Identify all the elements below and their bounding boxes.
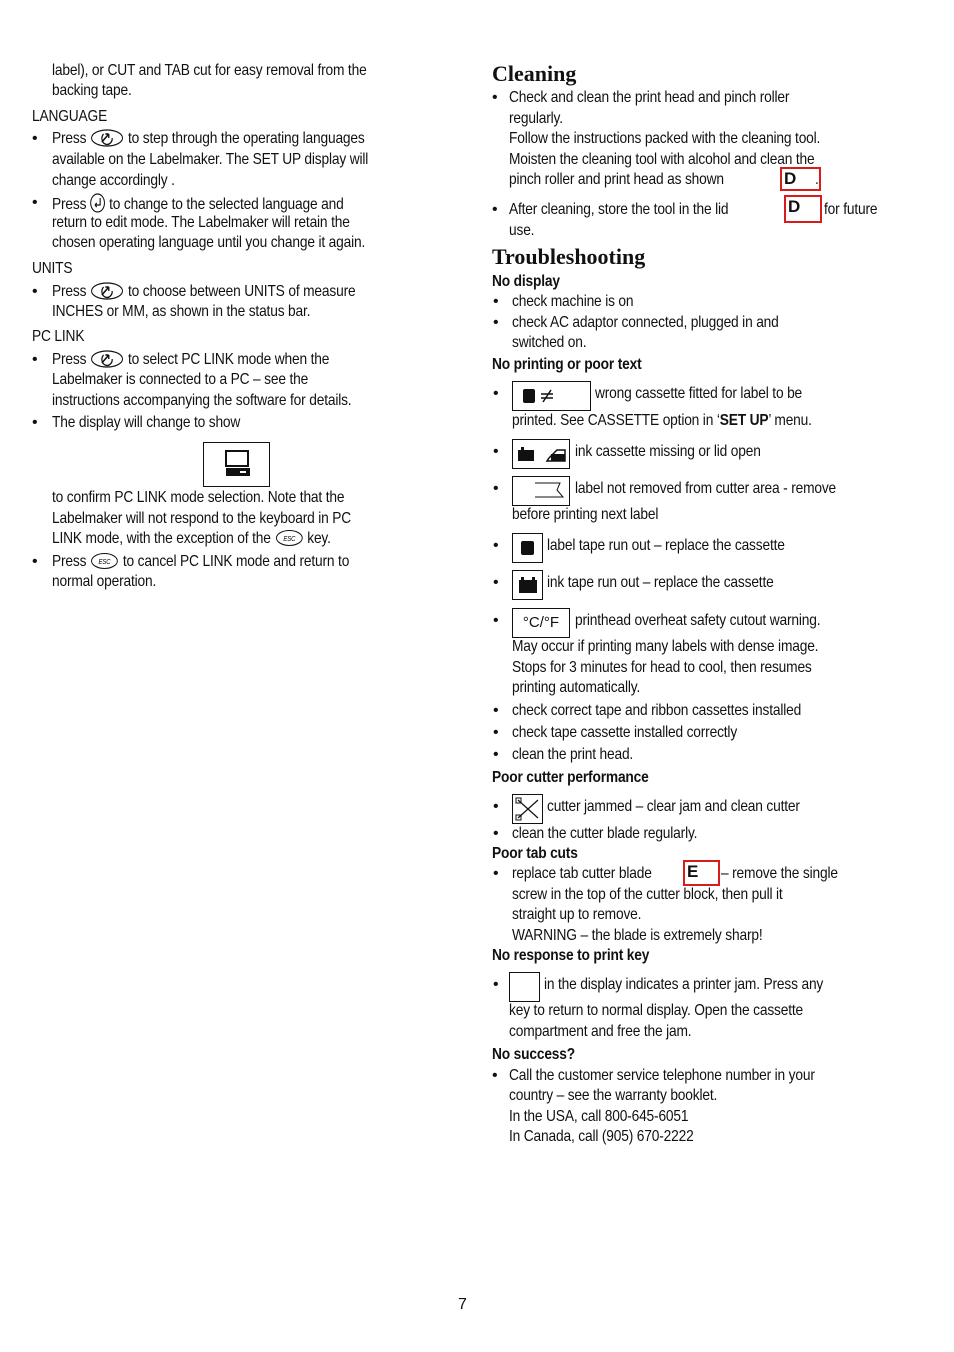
units-heading: UNITS [32, 260, 73, 277]
bullet: • [32, 283, 38, 300]
troubleshooting-heading: Troubleshooting [492, 244, 646, 269]
text-line: wrong cassette fitted for label to be [595, 385, 803, 402]
text-line: check correct tape and ribbon cassettes installed [512, 702, 802, 719]
label-not-removed-icon [512, 476, 570, 506]
text-line: LINK mode, with the exception of the ESC key. [52, 530, 331, 547]
text-line: label not removed from cutter area - remove [575, 480, 837, 497]
text-line: May occur if printing many labels with dense image. [512, 638, 819, 655]
text-line: switched on. [512, 334, 587, 351]
language-bullet-2: Press to change to the selected language and [52, 193, 344, 215]
text-line: pinch roller and print head as shown [509, 171, 724, 188]
cleaning-heading: Cleaning [492, 61, 577, 86]
text-line: cutter jammed – clear jam and clean cutter [547, 798, 800, 815]
bullet: • [493, 293, 499, 310]
temperature-warning-icon: °C/°F [512, 608, 570, 638]
text-line: in the display indicates a printer jam. Press any [544, 976, 824, 993]
bullet: • [493, 574, 499, 591]
arrow-key-icon [90, 282, 124, 300]
subheading: No display [492, 273, 560, 290]
text-line: check AC adaptor connected, plugged in and [512, 314, 779, 331]
esc-key-label: ESC [98, 558, 111, 567]
pclink-bullet-1: Press to select PC LINK mode when the [52, 351, 330, 368]
bullet: • [493, 537, 499, 554]
text-line: . [815, 171, 819, 188]
text-line: change accordingly . [52, 172, 175, 189]
text-line: – remove the single [721, 865, 838, 882]
bullet: • [493, 385, 499, 402]
bullet: • [493, 314, 499, 331]
bullet: • [493, 612, 499, 629]
text-line: ink tape run out – replace the cassette [547, 574, 774, 591]
text-line: Follow the instructions packed with the cleaning tool. [509, 130, 821, 147]
text-line: clean the print head. [512, 746, 634, 763]
intro-line: backing tape. [52, 82, 132, 99]
intro-line: label), or CUT and TAB cut for easy removal from the [52, 62, 367, 79]
esc-key-label: ESC [283, 535, 295, 544]
subheading: Poor cutter performance [492, 769, 649, 786]
text-line: screw in the top of the cutter block, then pull it [512, 886, 783, 903]
arrow-key-icon [90, 350, 124, 368]
text-line: before printing next label [512, 506, 659, 523]
pclink-bullet-3: Press ESC to cancel PC LINK mode and return to [52, 553, 350, 570]
units-bullet-1: Press to choose between UNITS of measure [52, 283, 356, 300]
ink-tape-out-icon [512, 570, 543, 600]
subheading: No printing or poor text [492, 356, 642, 373]
text-line: replace tab cutter blade [512, 865, 652, 882]
text-line: Call the customer service telephone number in your [509, 1067, 815, 1084]
text-line: Check and clean the print head and pinch roller [509, 89, 790, 106]
scissors-icon [512, 794, 543, 824]
pc-link-display-box [203, 442, 270, 487]
text-line: INCHES or MM, as shown in the status bar. [52, 303, 311, 320]
esc-key-icon [90, 552, 119, 570]
bullet: • [492, 1067, 498, 1084]
text-line: for future [824, 201, 878, 218]
text-line: to confirm PC LINK mode selection. Note that the [52, 489, 345, 506]
text-line: compartment and free the jam. [509, 1023, 692, 1040]
phone-usa: In the USA, call 800-645-6051 [509, 1108, 689, 1125]
pclink-heading: PC LINK [32, 328, 85, 345]
bullet: • [493, 798, 499, 815]
warning-text: WARNING – the blade is extremely sharp! [512, 927, 763, 944]
text-line: instructions accompanying the software for details. [52, 392, 352, 409]
text-line: Labelmaker is connected to a PC – see the [52, 371, 309, 388]
text-line: key to return to normal display. Open the cassette [509, 1002, 804, 1019]
text-line: regularly. [509, 110, 563, 127]
bullet: • [32, 194, 38, 211]
text-line: normal operation. [52, 573, 157, 590]
text-line: check machine is on [512, 293, 634, 310]
bullet: • [32, 553, 38, 570]
bullet: • [492, 89, 498, 106]
text-line: check tape cassette installed correctly [512, 724, 738, 741]
subheading: No response to print key [492, 947, 650, 964]
text-line: ink cassette missing or lid open [575, 443, 761, 460]
arrow-key-icon [90, 129, 124, 147]
figure-reference-e[interactable]: E [683, 860, 720, 886]
language-heading: LANGUAGE [32, 108, 108, 125]
text-line: label tape run out – replace the cassette [547, 537, 785, 554]
text-line: chosen operating language until you change it again. [52, 234, 366, 251]
bullet: • [492, 201, 498, 218]
bullet: • [493, 724, 499, 741]
ink-cassette-missing-icon [512, 439, 570, 469]
bullet: • [32, 414, 38, 431]
page-number: 7 [458, 1296, 467, 1313]
bullet: • [493, 976, 499, 993]
wrong-cassette-icon [512, 381, 591, 411]
text-line: Moisten the cleaning tool with alcohol and clean the [509, 151, 815, 168]
bullet: • [493, 702, 499, 719]
label-tape-out-icon [512, 533, 543, 563]
computer-icon [204, 443, 269, 486]
text-line: available on the Labelmaker. The SET UP display will [52, 151, 369, 168]
text-line: use. [509, 222, 535, 239]
bullet: • [493, 865, 499, 882]
bullet: • [493, 746, 499, 763]
text-line: printhead overheat safety cutout warning. [575, 612, 821, 629]
text-line: country – see the warranty booklet. [509, 1087, 718, 1104]
text-line: The display will change to show [52, 414, 241, 431]
enter-key-icon [90, 193, 105, 213]
phone-canada: In Canada, call (905) 670-2222 [509, 1128, 694, 1145]
figure-reference-d[interactable]: D [784, 195, 822, 223]
text-line: clean the cutter blade regularly. [512, 825, 698, 842]
printer-jam-icon [509, 972, 540, 1002]
language-bullet-1: Press to step through the operating languages [52, 130, 365, 147]
text-line: Stops for 3 minutes for head to cool, then resumes [512, 659, 812, 676]
text-line: printed. See CASSETTE option in ‘SET UP’ menu. [512, 412, 812, 429]
text-line: printing automatically. [512, 679, 641, 696]
subheading: No success? [492, 1046, 576, 1063]
subheading: Poor tab cuts [492, 845, 578, 862]
figure-reference-d[interactable]: D [780, 167, 821, 191]
text-line: Labelmaker will not respond to the keyboard in PC [52, 510, 352, 527]
text-line: straight up to remove. [512, 906, 642, 923]
bullet: • [493, 480, 499, 497]
bullet: • [493, 443, 499, 460]
text-line: return to edit mode. The Labelmaker will retain the [52, 214, 350, 231]
bullet: • [32, 130, 38, 147]
bullet: • [32, 351, 38, 368]
text-line: After cleaning, store the tool in the lid [509, 201, 729, 218]
bullet: • [493, 825, 499, 842]
esc-key-icon [274, 529, 303, 547]
